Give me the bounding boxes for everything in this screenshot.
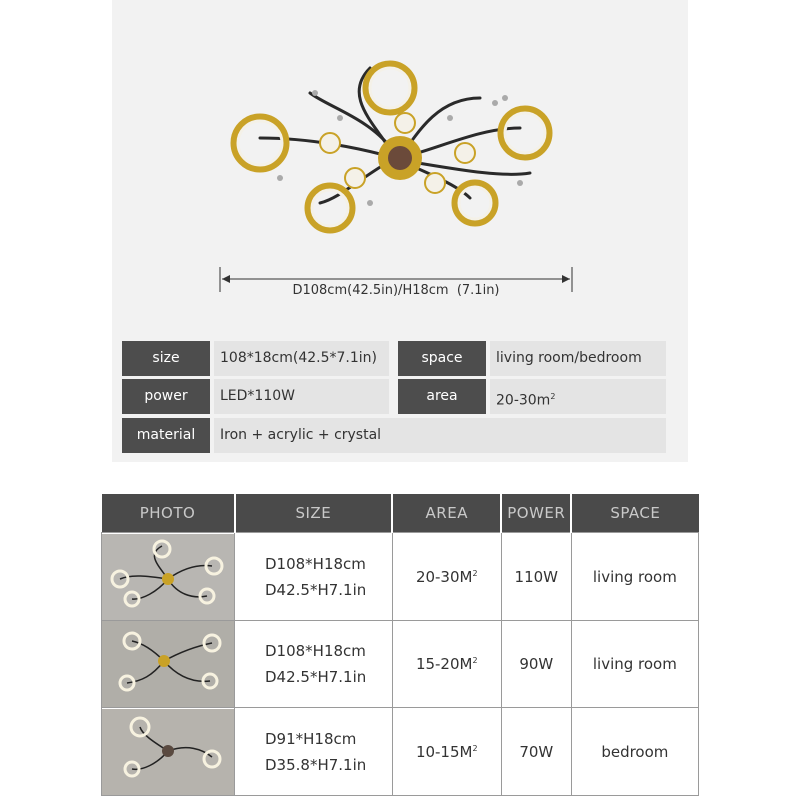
area-sup: 2 (472, 568, 478, 578)
model-table (101, 494, 699, 796)
size-cell (235, 708, 393, 796)
size-imperial: D42.5*H7.1in (265, 668, 367, 686)
area-cell (392, 621, 501, 708)
size-metric: D91*H18cm (265, 729, 357, 748)
size-metric: D108*H18cm (265, 554, 366, 573)
size-cell (235, 533, 393, 621)
power-value: LED*110W (214, 379, 389, 414)
size-imperial: D42.5*H7.1in (265, 580, 367, 599)
area-value-text: 20-30m (496, 392, 551, 409)
table-row (102, 708, 699, 796)
ceiling-lamp-image (220, 58, 590, 238)
space-cell: living room (571, 533, 698, 621)
header-size: SIZE (235, 494, 393, 533)
area-value (490, 379, 666, 414)
size-metric: D108*H18cm (265, 642, 366, 660)
lamp-thumbnail-image (102, 534, 234, 620)
header-power: POWER (501, 494, 571, 533)
size-value: 108*18cm(42.5*7.1in) (214, 341, 389, 376)
area-sup: 2 (472, 656, 478, 665)
material-value: Iron + acrylic + crystal (214, 418, 666, 453)
area-text: 20-30M (415, 567, 473, 586)
spec-row-power (122, 379, 666, 414)
area-cell (392, 533, 501, 621)
power-cell: 110W (501, 533, 571, 621)
size-imperial: D35.8*H7.1in (265, 755, 367, 774)
power-label: power (122, 379, 210, 414)
table-row (102, 621, 699, 708)
area-unit-sup: 2 (550, 392, 556, 401)
area-sup: 2 (472, 743, 478, 753)
size-cell (235, 621, 393, 708)
area-text: 15-20M (415, 655, 473, 673)
photo-cell (102, 708, 235, 796)
power-cell: 90W (501, 621, 571, 708)
header-area: AREA (392, 494, 501, 533)
header-photo: PHOTO (102, 494, 235, 533)
size-label: size (122, 341, 210, 376)
lamp-thumbnail-image (102, 621, 234, 707)
area-cell (392, 708, 501, 796)
material-label: material (122, 418, 210, 453)
area-label: area (398, 379, 486, 414)
dimension-caption: D108cm(42.5in)/H18cm (7.1in) (292, 283, 500, 298)
spec-row-material (122, 418, 666, 453)
space-cell: living room (571, 621, 698, 708)
photo-cell (102, 621, 235, 708)
photo-cell (102, 533, 235, 621)
power-cell: 70W (501, 708, 571, 796)
lamp-thumbnail-image (102, 709, 234, 795)
header-space: SPACE (571, 494, 698, 533)
space-cell: bedroom (571, 708, 698, 796)
space-value: living room/bedroom (490, 341, 666, 376)
table-header-row (102, 494, 699, 533)
spec-row-size (122, 341, 666, 376)
table-row (102, 533, 699, 621)
space-label: space (398, 341, 486, 376)
area-text: 10-15M (415, 742, 473, 761)
